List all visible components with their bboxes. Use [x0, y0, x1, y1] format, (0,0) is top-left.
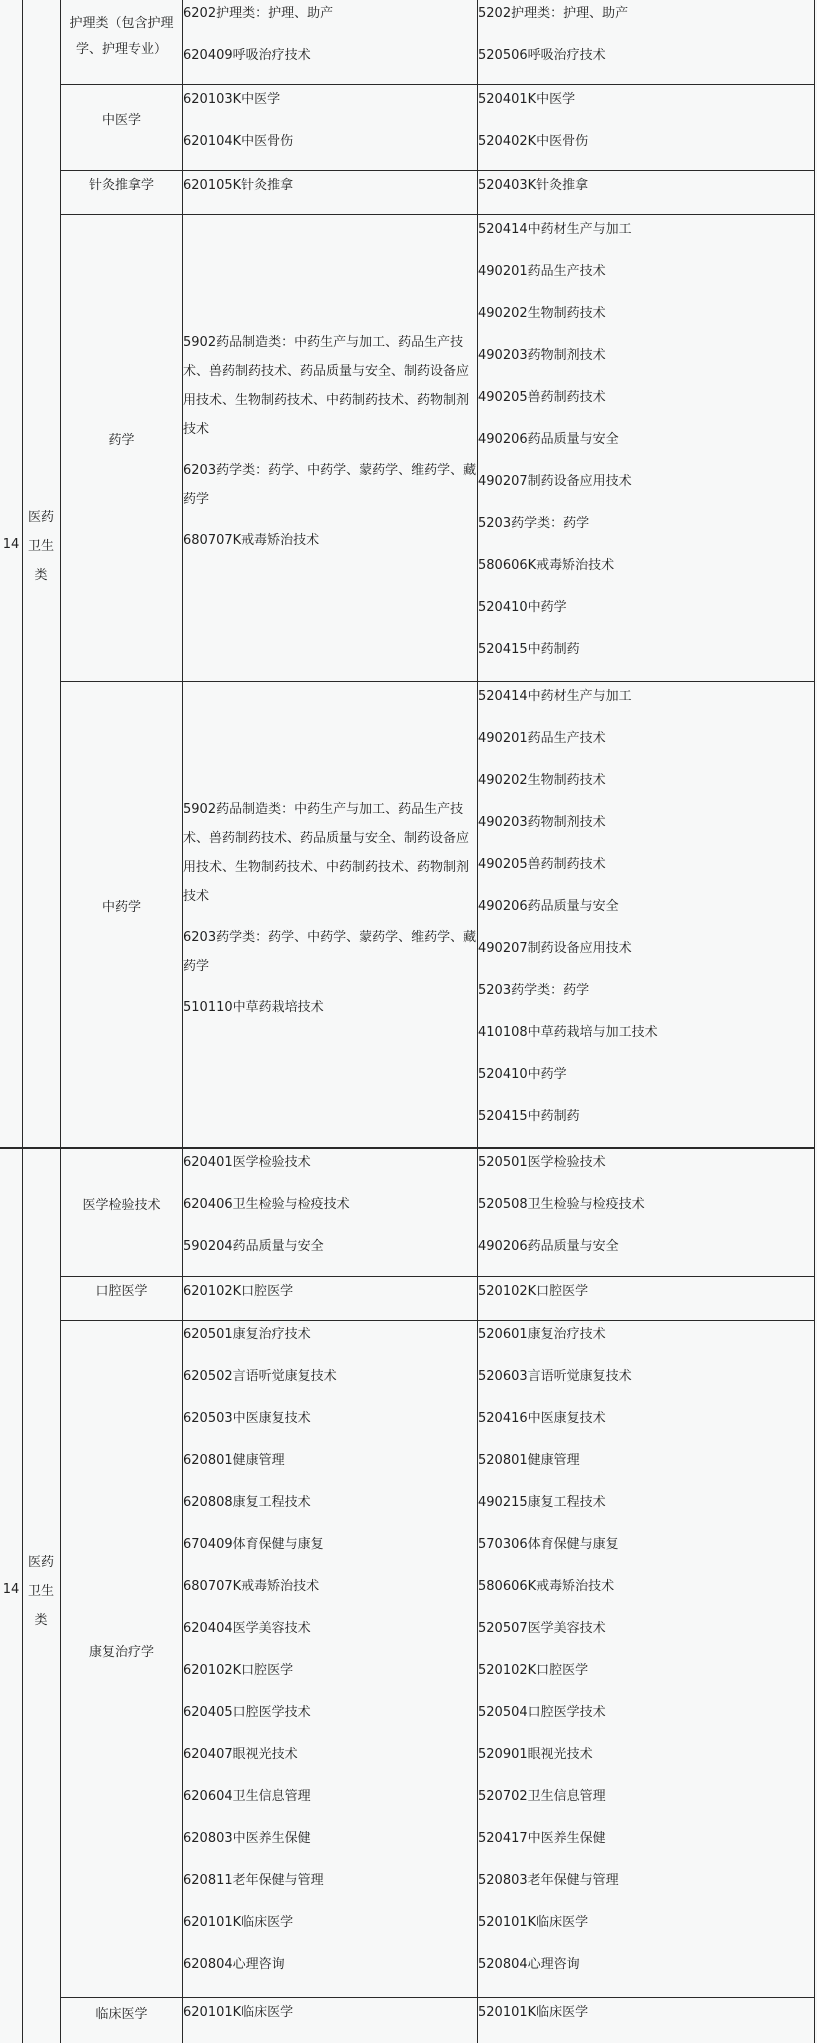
list-item: 520410中药学 [478, 1067, 567, 1082]
list-item: 580606K戒毒矫治技术 [478, 1579, 615, 1594]
vocational-major-list [478, 216, 813, 678]
list-item: 620501康复治疗技术 [183, 1327, 311, 1342]
list-item: 5203药学类：药学 [478, 516, 590, 531]
group-number: 14 [2, 1582, 20, 1597]
list-item: 520601康复治疗技术 [478, 1327, 606, 1342]
list-item: 490203药物制剂技术 [478, 348, 606, 363]
list-item: 520417中医养生保健 [478, 1831, 606, 1846]
list-item: 620811老年保健与管理 [183, 1873, 324, 1888]
list-item: 620105K针灸推拿 [183, 178, 294, 193]
list-item: 620405口腔医学技术 [183, 1705, 311, 1720]
list-item: 620101K临床医学 [183, 1915, 294, 1930]
list-item: 620409呼吸治疗技术 [183, 48, 311, 63]
specialty-name: 临床医学 [95, 2007, 148, 2022]
list-item: 5203药学类：药学 [478, 983, 590, 998]
vocational-major-list [478, 0, 813, 84]
list-item: 620103K中医学 [183, 92, 281, 107]
list-item: 490215康复工程技术 [478, 1495, 606, 1510]
list-item: 520414中药材生产与加工 [478, 222, 632, 237]
vocational-major-list [478, 1999, 813, 2041]
list-item: 490206药品质量与安全 [478, 432, 619, 447]
undergrad-major-text [183, 328, 477, 555]
vocational-major-list [478, 683, 813, 1145]
list-item: 520702卫生信息管理 [478, 1789, 606, 1804]
group-category: 医药卫生类 [27, 510, 54, 583]
list-item: 620801健康管理 [183, 1453, 285, 1468]
list-item: 620803中医养生保健 [183, 1831, 311, 1846]
list-item: 520101K临床医学 [478, 1915, 589, 1930]
group-number: 14 [2, 537, 20, 552]
list-item: 490202生物制药技术 [478, 773, 606, 788]
specialty-name: 口腔医学 [95, 1284, 148, 1299]
undergrad-major-list [183, 0, 477, 84]
list-item: 520102K口腔医学 [478, 1663, 589, 1678]
list-item: 6202护理类：护理、助产 [183, 6, 334, 21]
list-item: 520410中药学 [478, 600, 567, 615]
vocational-major-list [478, 1278, 813, 1320]
list-item: 620404医学美容技术 [183, 1621, 311, 1636]
list-item: 620102K口腔医学 [183, 1663, 294, 1678]
specialty-name: 药学 [108, 433, 135, 448]
list-item: 570306体育保健与康复 [478, 1537, 619, 1552]
list-item: 520801健康管理 [478, 1453, 580, 1468]
list-item: 620502言语听觉康复技术 [183, 1369, 337, 1384]
paragraph: 6203药学类：药学、中药学、蒙药学、维药学、藏药学 [183, 930, 477, 974]
undergrad-major-list [183, 1149, 477, 1275]
list-item: 520804心理咨询 [478, 1957, 580, 1972]
list-item: 520401K中医学 [478, 92, 576, 107]
specialty-name: 护理类（包含护理学、护理专业） [69, 16, 174, 57]
list-item: 620407眼视光技术 [183, 1747, 298, 1762]
list-item: 5202护理类：护理、助产 [478, 6, 629, 21]
list-item: 490207制药设备应用技术 [478, 474, 632, 489]
vocational-major-list [478, 86, 813, 170]
list-item: 580606K戒毒矫治技术 [478, 558, 615, 573]
grid-line [60, 1276, 815, 1277]
list-item: 520603言语听觉康复技术 [478, 1369, 632, 1384]
list-item: 520415中药制药 [478, 1109, 580, 1124]
list-item: 620102K口腔医学 [183, 1284, 294, 1299]
paragraph: 5902药品制造类：中药生产与加工、药品生产技术、兽药制药技术、药品质量与安全、制药设备应用技术、生物制药技术、中药制药技术、药物制剂技术 [183, 335, 470, 437]
list-item: 520501医学检验技术 [478, 1155, 606, 1170]
grid-line [60, 1997, 815, 1998]
list-item: 520506呼吸治疗技术 [478, 48, 606, 63]
list-item: 490206药品质量与安全 [478, 1239, 619, 1254]
undergrad-major-list [183, 86, 477, 170]
list-item: 410108中草药栽培与加工技术 [478, 1025, 658, 1040]
list-item: 490203药物制剂技术 [478, 815, 606, 830]
specialty-name: 中药学 [101, 900, 141, 915]
specialty-name: 康复治疗学 [88, 1645, 154, 1660]
grid-line [60, 170, 815, 171]
paragraph: 680707K戒毒矫治技术 [183, 533, 320, 548]
grid-line [22, 0, 23, 2043]
list-item: 620101K临床医学 [183, 2005, 294, 2020]
list-item: 490205兽药制药技术 [478, 857, 606, 872]
list-item: 490201药品生产技术 [478, 731, 606, 746]
list-item: 620604卫生信息管理 [183, 1789, 311, 1804]
list-item: 520803老年保健与管理 [478, 1873, 619, 1888]
list-item: 490206药品质量与安全 [478, 899, 619, 914]
list-item: 670409体育保健与康复 [183, 1537, 324, 1552]
list-item: 520101K临床医学 [478, 2005, 589, 2020]
list-item: 520507医学美容技术 [478, 1621, 606, 1636]
group-category: 医药卫生类 [27, 1555, 54, 1628]
vocational-major-list [478, 1149, 813, 1275]
paragraph: 5902药品制造类：中药生产与加工、药品生产技术、兽药制药技术、药品质量与安全、制药设备应用技术、生物制药技术、中药制药技术、药物制剂技术 [183, 802, 470, 904]
list-item: 680707K戒毒矫治技术 [183, 1579, 320, 1594]
list-item: 490202生物制药技术 [478, 306, 606, 321]
list-item: 520504口腔医学技术 [478, 1705, 606, 1720]
grid-line [60, 0, 61, 2043]
list-item: 520414中药材生产与加工 [478, 689, 632, 704]
list-item: 490201药品生产技术 [478, 264, 606, 279]
list-item: 620808康复工程技术 [183, 1495, 311, 1510]
undergrad-major-list [183, 172, 477, 214]
undergrad-major-list [183, 1999, 477, 2041]
grid-line [60, 214, 815, 215]
list-item: 490207制药设备应用技术 [478, 941, 632, 956]
list-item: 620503中医康复技术 [183, 1411, 311, 1426]
paragraph: 6203药学类：药学、中药学、蒙药学、维药学、藏药学 [183, 463, 477, 507]
grid-line [60, 84, 815, 85]
list-item: 520402K中医骨伤 [478, 134, 589, 149]
list-item: 520415中药制药 [478, 642, 580, 657]
list-item: 520901眼视光技术 [478, 1747, 593, 1762]
grid-line [814, 0, 815, 2043]
list-item: 490205兽药制药技术 [478, 390, 606, 405]
undergrad-major-text [183, 795, 477, 1022]
vocational-major-list [478, 1321, 813, 1993]
list-item: 620104K中医骨伤 [183, 134, 294, 149]
list-item: 520508卫生检验与检疫技术 [478, 1197, 645, 1212]
list-item: 590204药品质量与安全 [183, 1239, 324, 1254]
grid-line [60, 681, 815, 682]
undergrad-major-list [183, 1278, 477, 1320]
specialty-name: 中医学 [101, 113, 141, 128]
vocational-major-list [478, 172, 813, 214]
list-item: 620804心理咨询 [183, 1957, 285, 1972]
list-item: 520416中医康复技术 [478, 1411, 606, 1426]
specialty-name: 医学检验技术 [82, 1198, 161, 1213]
undergrad-major-list [183, 1321, 477, 1993]
list-item: 520403K针灸推拿 [478, 178, 589, 193]
list-item: 620406卫生检验与检疫技术 [183, 1197, 350, 1212]
list-item: 620401医学检验技术 [183, 1155, 311, 1170]
list-item: 520102K口腔医学 [478, 1284, 589, 1299]
paragraph: 510110中草药栽培技术 [183, 1000, 324, 1015]
specialty-name: 针灸推拿学 [88, 178, 154, 193]
